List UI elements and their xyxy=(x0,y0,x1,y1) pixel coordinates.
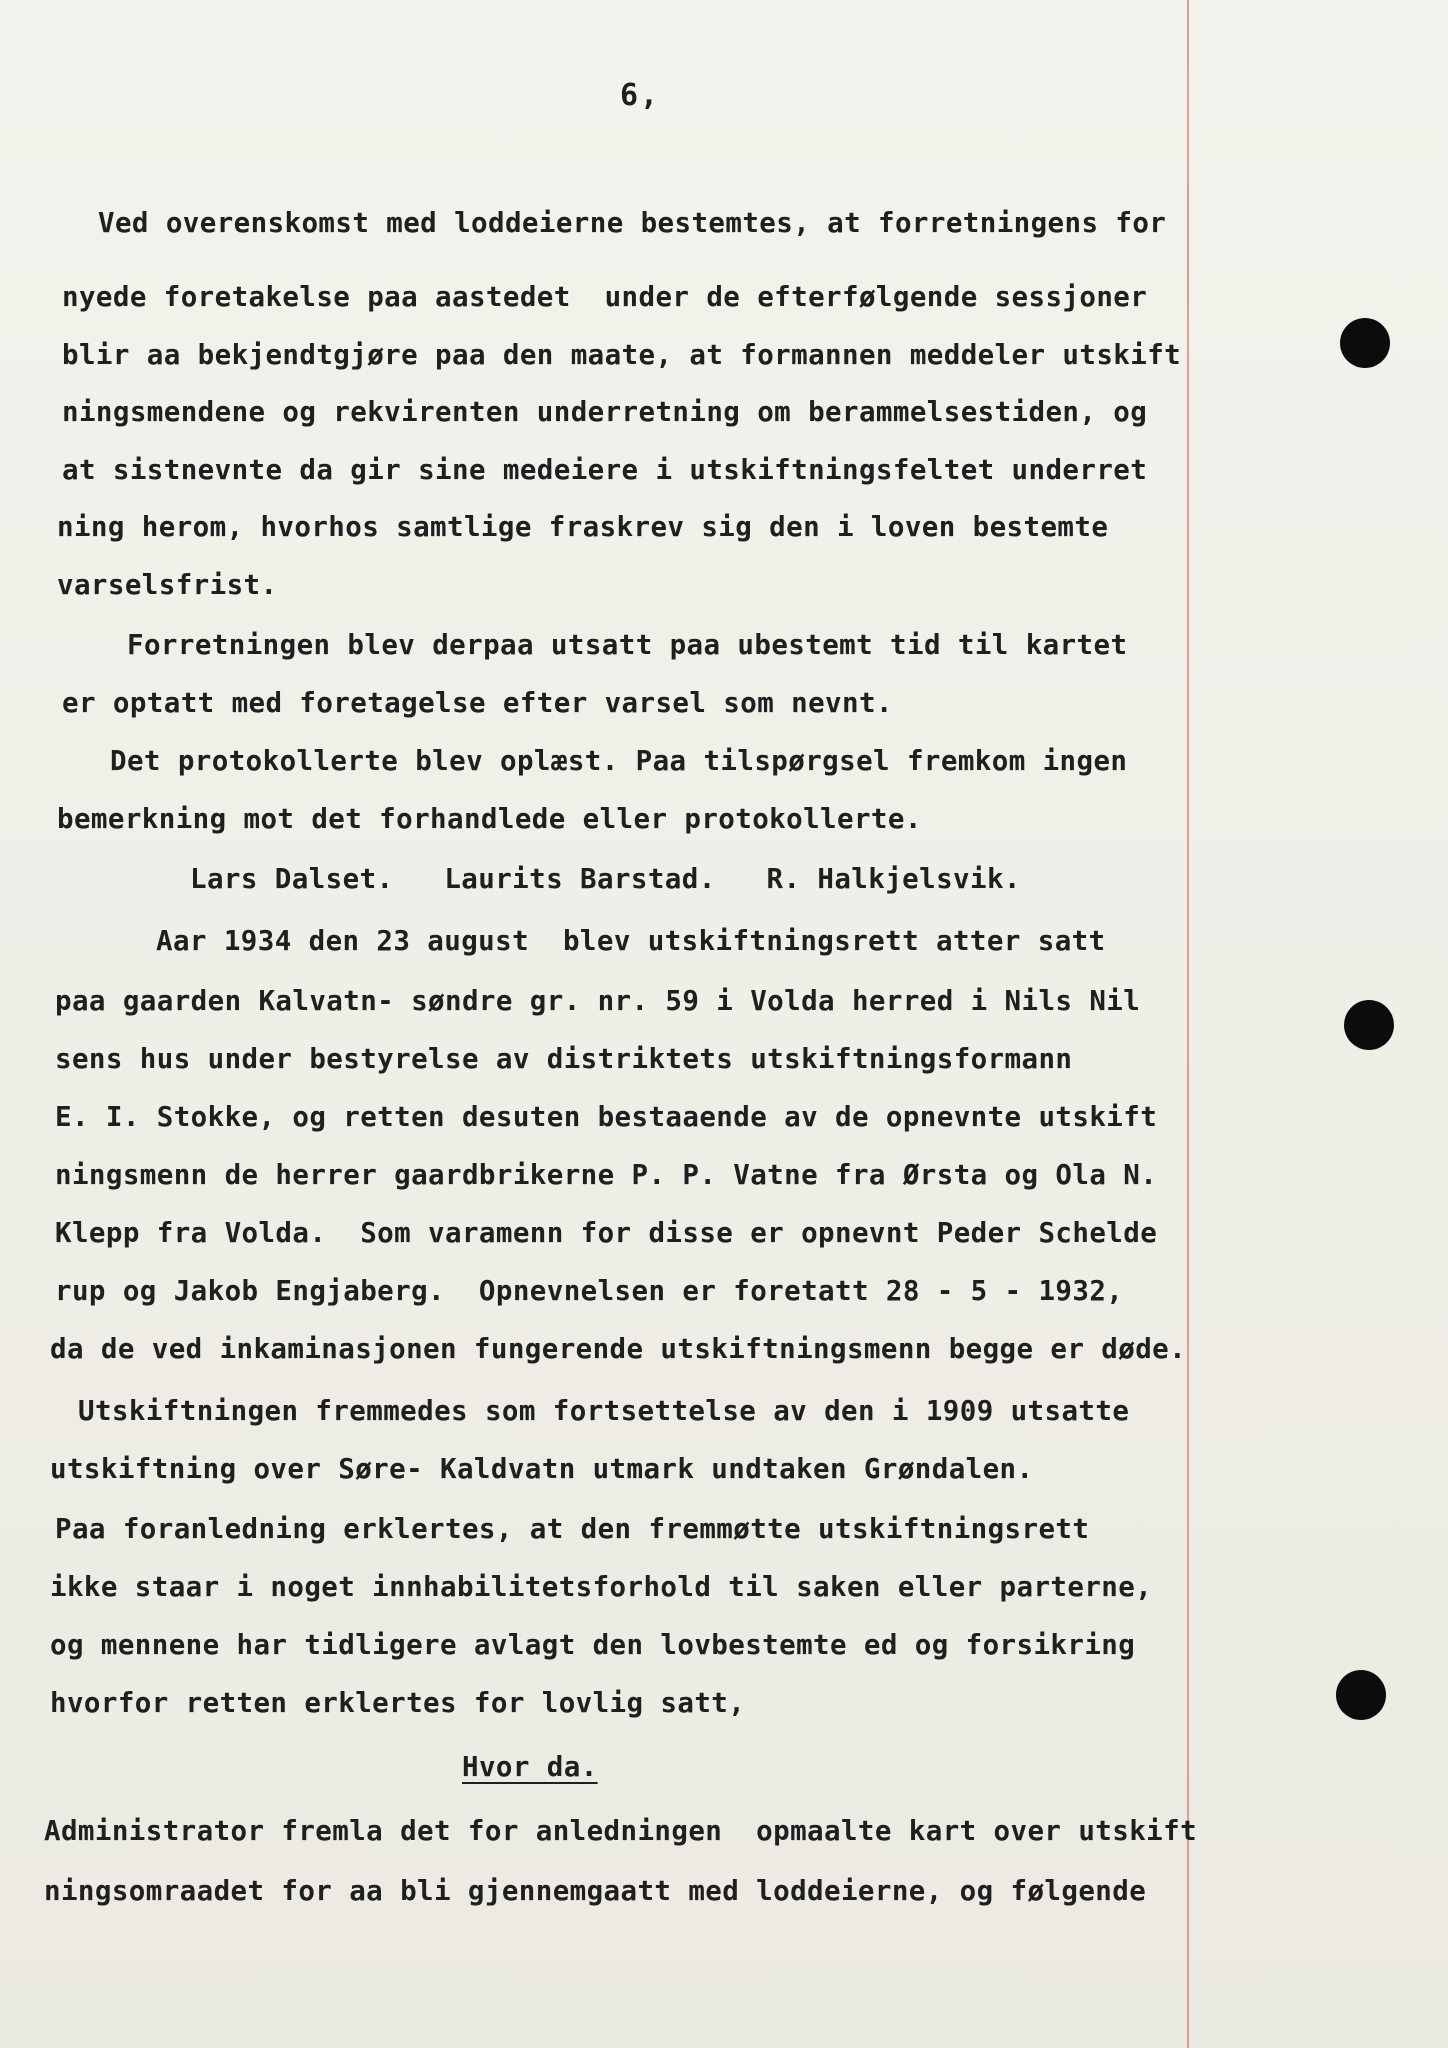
text-line: Paa foranledning erklertes, at den fremmøtte utskiftningsrett xyxy=(55,1513,1090,1545)
red-margin-line xyxy=(1187,0,1189,2048)
text-line: ningsmendene og rekvirenten underretning om berammelsestiden, og xyxy=(62,396,1148,428)
text-line: nyede foretakelse paa aastedet under de efterfølgende sessjoner xyxy=(62,281,1148,313)
text-line: ning herom, hvorhos samtlige fraskrev sig den i loven bestemte xyxy=(57,511,1109,543)
signature-line: Lars Dalset. Laurits Barstad. R. Halkjelsvik. xyxy=(190,863,1021,895)
punch-hole xyxy=(1336,1670,1386,1720)
text-line: da de ved inkaminasjonen fungerende utskiftningsmenn begge er døde. xyxy=(50,1333,1187,1365)
text-line: er optatt med foretagelse efter varsel som nevnt. xyxy=(62,687,893,719)
text-line: Det protokollerte blev oplæst. Paa tilspørgsel fremkom ingen xyxy=(110,745,1128,777)
text-line: sens hus under bestyrelse av distriktets utskiftningsformann xyxy=(55,1043,1073,1075)
text-line: og mennene har tidligere avlagt den lovbestemte ed og forsikring xyxy=(50,1629,1136,1661)
text-line: Administrator fremla det for anledningen opmaalte kart over utskift xyxy=(44,1815,1198,1847)
text-line: ningsmenn de herrer gaardbrikerne P. P. Vatne fra Ørsta og Ola N. xyxy=(55,1159,1158,1191)
text-line: Forretningen blev derpaa utsatt paa ubestemt tid til kartet xyxy=(127,629,1128,661)
text-line: hvorfor retten erklertes for lovlig satt, xyxy=(50,1687,746,1719)
text-line: rup og Jakob Engjaberg. Opnevnelsen er foretatt 28 - 5 - 1932, xyxy=(55,1275,1124,1307)
text-line: ikke staar i noget innhabilitetsforhold til saken eller parterne, xyxy=(50,1571,1153,1603)
section-heading: Hvor da. xyxy=(462,1751,598,1783)
punch-hole xyxy=(1340,318,1390,368)
text-line: E. I. Stokke, og retten desuten bestaaende av de opnevnte utskift xyxy=(55,1101,1158,1133)
text-line: paa gaarden Kalvatn- søndre gr. nr. 59 i Volda herred i Nils Nil xyxy=(55,985,1141,1017)
text-line: Ved overenskomst med loddeierne bestemtes, at forretningens for xyxy=(98,207,1167,239)
text-line: at sistnevnte da gir sine medeiere i utskiftningsfeltet underret xyxy=(62,454,1148,486)
text-line: Utskiftningen fremmedes som fortsettelse av den i 1909 utsatte xyxy=(78,1395,1130,1427)
text-line: varselsfrist. xyxy=(57,569,278,601)
page-number: 6, xyxy=(620,78,661,113)
text-line: Klepp fra Volda. Som varamenn for disse er opnevnt Peder Schelde xyxy=(55,1217,1158,1249)
text-line: blir aa bekjendtgjøre paa den maate, at formannen meddeler utskift xyxy=(62,339,1182,371)
text-line: Aar 1934 den 23 august blev utskiftningsrett atter satt xyxy=(156,925,1106,957)
text-line: bemerkning mot det forhandlede eller protokollerte. xyxy=(57,803,922,835)
punch-hole xyxy=(1344,1000,1394,1050)
text-line: ningsomraadet for aa bli gjennemgaatt med loddeierne, og følgende xyxy=(44,1875,1147,1907)
text-line: utskiftning over Søre- Kaldvatn utmark undtaken Grøndalen. xyxy=(50,1453,1034,1485)
